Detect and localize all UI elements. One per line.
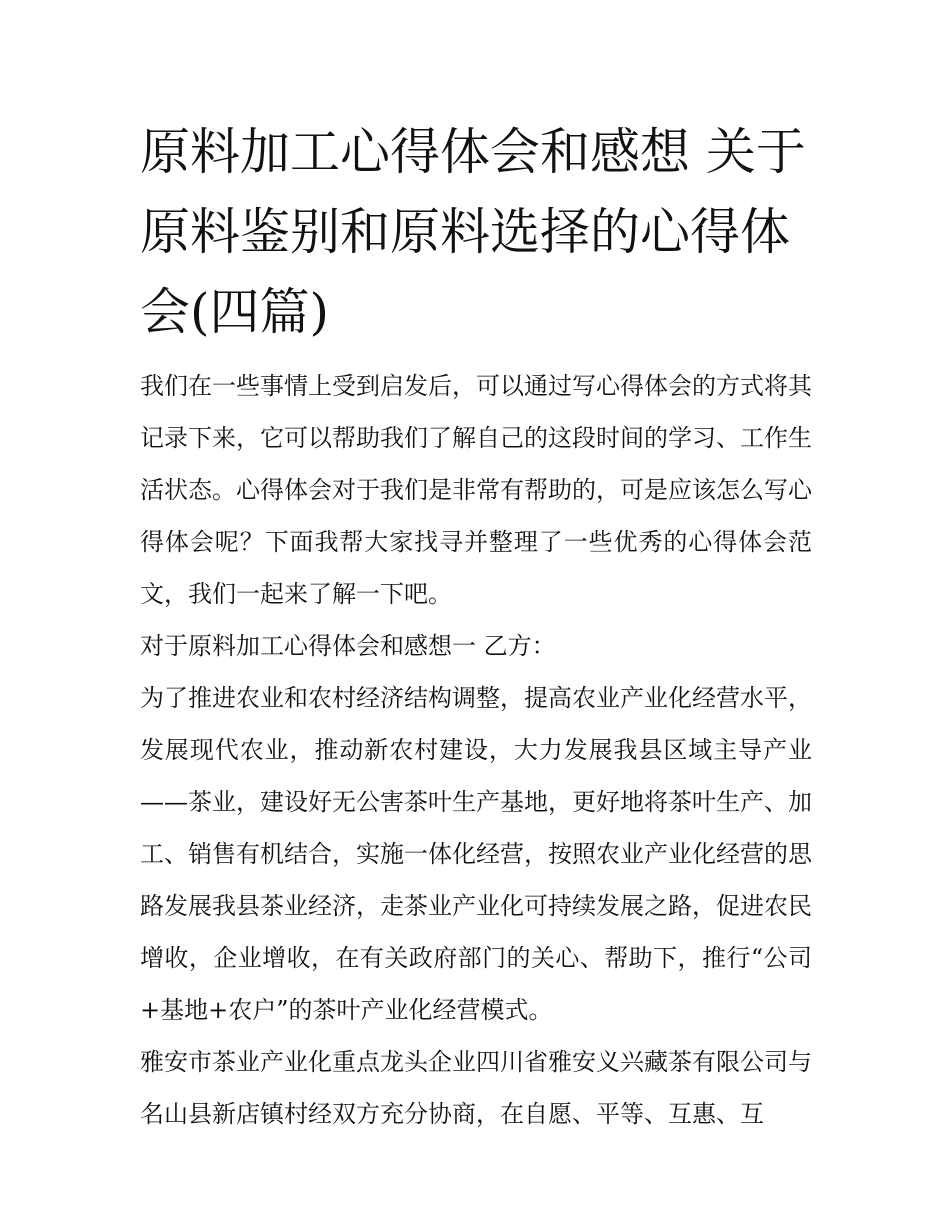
body-paragraph: 雅安市茶业产业化重点龙头企业四川省雅安义兴藏茶有限公司与名山县新店镇村经双方充分协商，在自愿、平等、互惠、互 <box>140 1048 812 1128</box>
section-heading: 对于原料加工心得体会和感想一 乙方： <box>140 632 556 660</box>
body-paragraph: 为了推进农业和农村经济结构调整，提高农业产业化经营水平，发展现代农业，推动新农村建设，大力发展我县区域主导产业——茶业，建设好无公害茶叶生产基地，更好地将茶叶生产、加工、销售有机结合，实施一体化经营，按照农业产业化经营的思路发展我县茶业经济，走茶业产业化可持续发展之路，促进农民增收，企业增收，在有关政府部门的关心、帮助下，推行“公司+基地+农户”的茶叶产业化经营模式。 <box>140 684 812 1024</box>
title-line-2: 原料鉴别和原料选择的心得体 <box>140 203 790 261</box>
title-line-3: 会(四篇) <box>140 283 330 341</box>
intro-paragraph: 我们在一些事情上受到启发后，可以通过写心得体会的方式将其记录下来，它可以帮助我们了解自己的这段时间的学习、工作生活状态。心得体会对于我们是非常有帮助的，可是应该怎么写心得体会呢？下面我帮大家找寻并整理了一些优秀的心得体会范文，我们一起来了解一下吧。 <box>140 372 812 608</box>
document-page <box>140 112 812 1140</box>
document-title <box>140 112 812 352</box>
title-line-1: 原料加工心得体会和感想 关于 <box>140 123 806 181</box>
